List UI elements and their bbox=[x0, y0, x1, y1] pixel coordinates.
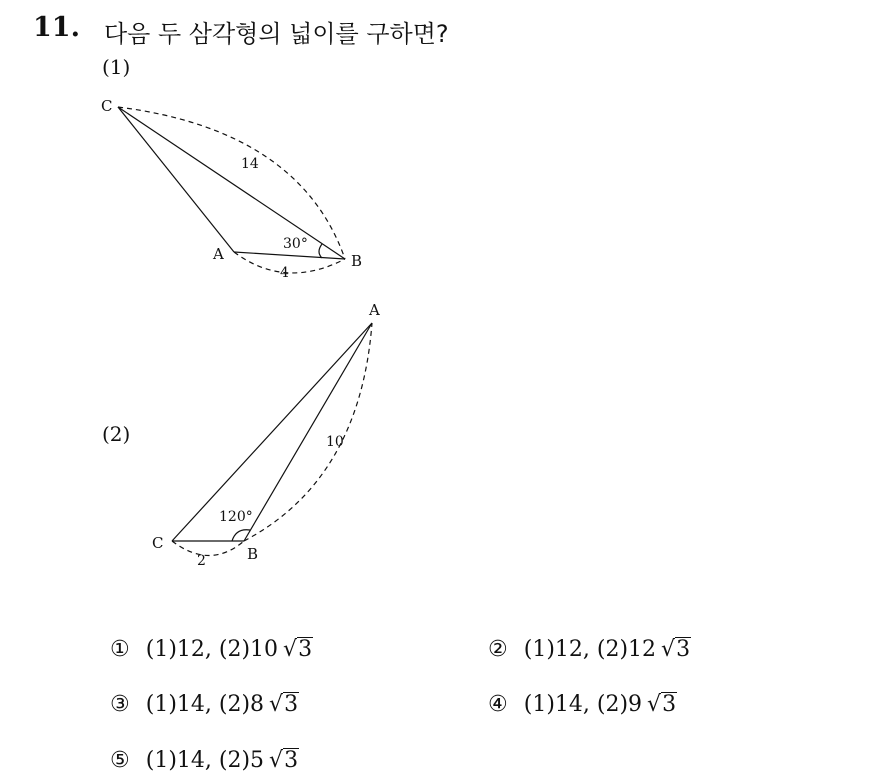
choice-5[interactable] bbox=[110, 748, 299, 773]
sqrt-symbol: √ 3 bbox=[647, 692, 677, 717]
question-number: 11. bbox=[33, 12, 80, 43]
part-2-label: (2) bbox=[102, 422, 131, 446]
choice-1-text: (1)12, (2)10 bbox=[145, 637, 279, 662]
triangle-1-side-ab-label: 4 bbox=[280, 265, 289, 281]
choice-2-marker: ② bbox=[488, 637, 508, 662]
choice-1-marker: ① bbox=[110, 637, 130, 662]
triangle-2-vertex-a: A bbox=[369, 301, 380, 319]
triangle-1-angle-label: 30° bbox=[283, 236, 308, 252]
choice-4-text: (1)14, (2)9 bbox=[523, 692, 643, 717]
choice-5-text: (1)14, (2)5 bbox=[145, 748, 265, 773]
triangle-2-side-ab-label: 10 bbox=[326, 434, 344, 450]
choice-1[interactable] bbox=[110, 637, 313, 662]
triangle-2-arc-cb bbox=[172, 541, 244, 556]
choice-1-radicand: 3 bbox=[298, 637, 313, 662]
triangle-1-vertex-b: B bbox=[351, 252, 363, 270]
choice-3-marker: ③ bbox=[110, 692, 130, 717]
triangle-1-vertex-a: A bbox=[213, 245, 224, 263]
choice-5-marker: ⑤ bbox=[110, 748, 130, 773]
sqrt-symbol: √ 3 bbox=[283, 637, 313, 662]
part-1-label: (1) bbox=[102, 55, 131, 79]
triangle-2-angle-label: 120° bbox=[219, 509, 253, 525]
choice-2-radicand: 3 bbox=[676, 637, 691, 662]
question-text: 다음 두 삼각형의 넓이를 구하면? bbox=[104, 20, 449, 48]
choice-2[interactable] bbox=[488, 637, 691, 662]
choice-5-radicand: 3 bbox=[284, 748, 299, 773]
choice-4-radicand: 3 bbox=[662, 692, 677, 717]
sqrt-symbol: √ 3 bbox=[269, 692, 299, 717]
sqrt-symbol: √ 3 bbox=[661, 637, 691, 662]
sqrt-symbol: √ 3 bbox=[269, 748, 299, 773]
choice-3-text: (1)14, (2)8 bbox=[145, 692, 265, 717]
choice-2-text: (1)12, (2)12 bbox=[523, 637, 657, 662]
triangle-1 bbox=[118, 107, 345, 273]
triangle-1-side-ca bbox=[118, 107, 234, 252]
triangle-2-side-ba bbox=[244, 323, 372, 541]
triangle-1-side-ab bbox=[234, 252, 345, 259]
triangle-2-vertex-b: B bbox=[247, 545, 259, 563]
triangle-2-side-cb-label: 2 bbox=[197, 553, 206, 569]
triangle-2-vertex-c: C bbox=[152, 534, 164, 552]
choice-3[interactable] bbox=[110, 692, 299, 717]
choice-4[interactable] bbox=[488, 692, 677, 717]
triangle-1-side-cb bbox=[118, 107, 345, 259]
triangle-1-vertex-c: C bbox=[101, 97, 113, 115]
triangle-2-side-ca bbox=[172, 323, 372, 541]
choice-3-radicand: 3 bbox=[284, 692, 299, 717]
triangle-1-side-cb-label: 14 bbox=[241, 156, 259, 172]
choice-4-marker: ④ bbox=[488, 692, 508, 717]
triangle-1-angle-mark bbox=[319, 244, 322, 258]
